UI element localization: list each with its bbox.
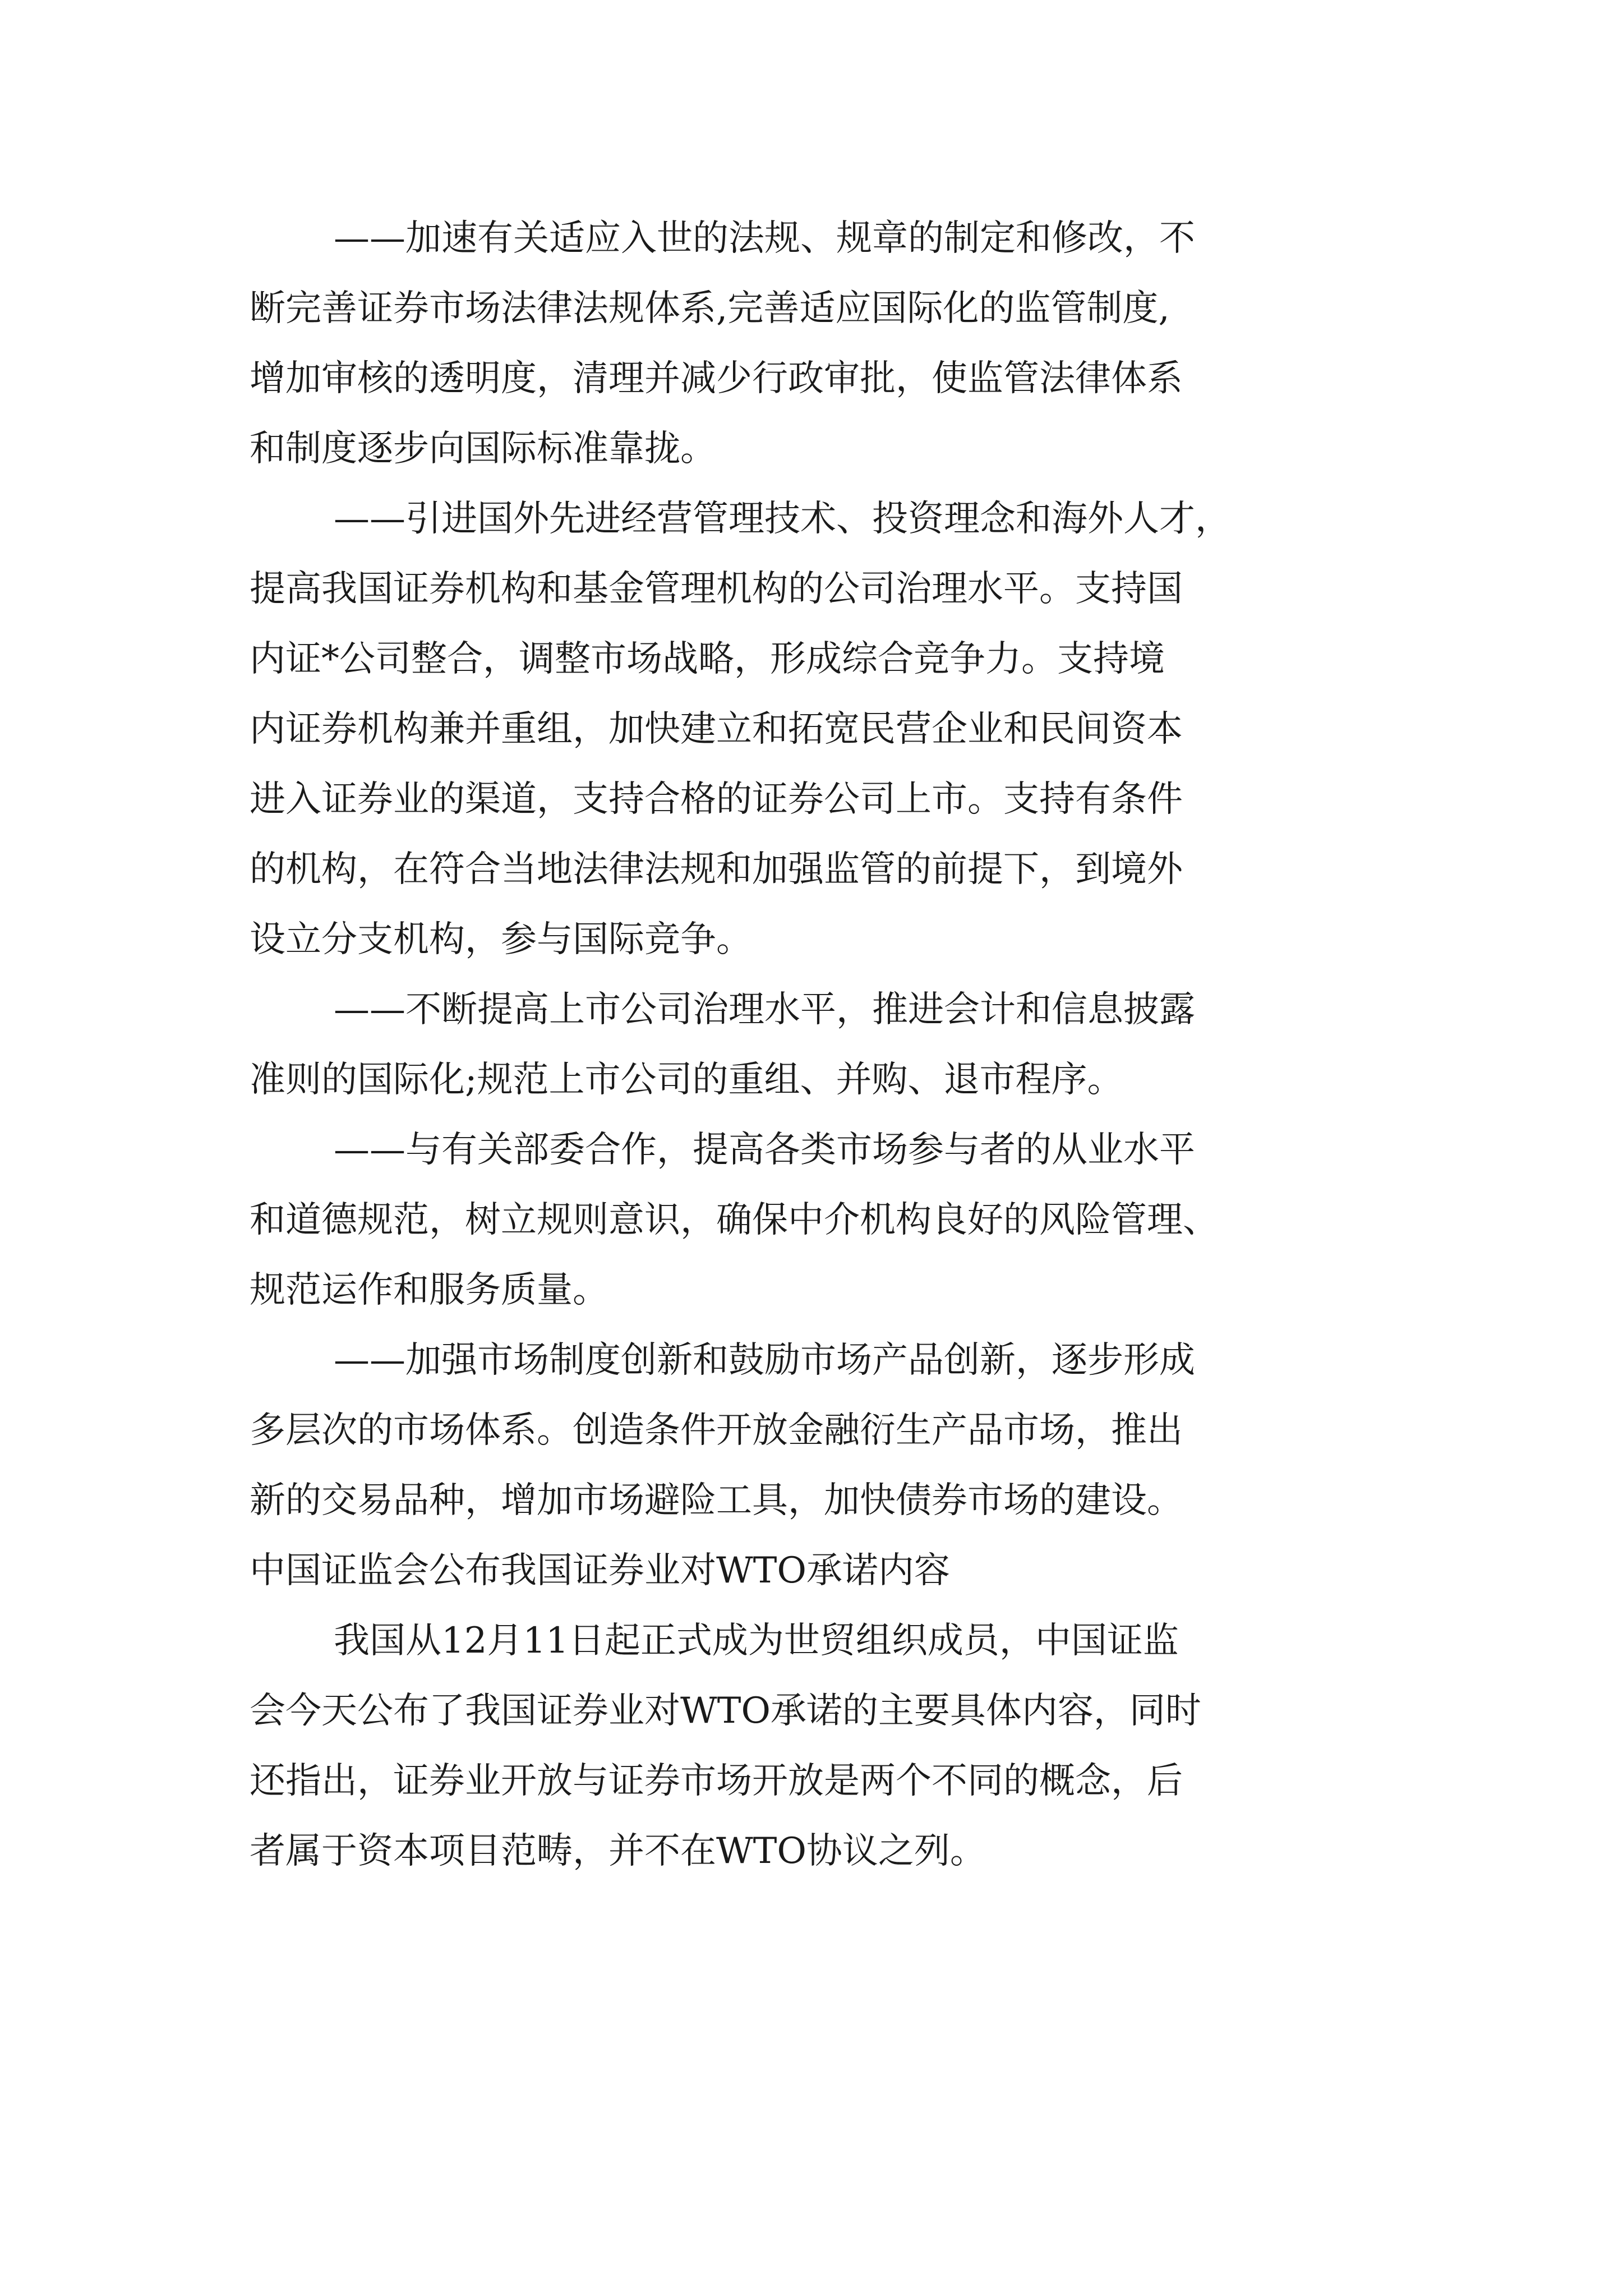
text-line: 我国从12月11日起正式成为世贸组织成员，中国证监: [334, 1620, 1179, 1662]
text-line: 还指出，证券业开放与证券市场开放是两个不同的概念，后: [250, 1760, 1183, 1802]
text-line: ——引进国外先进经营管理技术、投资理念和海外人才，: [334, 498, 1231, 540]
text-line: 准则的国际化;规范上市公司的重组、并购、退市程序。: [250, 1059, 1123, 1101]
text-line: 会今天公布了我国证券业对WTO承诺的主要具体内容，同时: [250, 1690, 1201, 1732]
text-line: 增加审核的透明度，清理并减少行政审批，使监管法律体系: [250, 358, 1183, 399]
text-line: 内证*公司整合，调整市场战略，形成综合竞争力。支持境: [250, 638, 1165, 680]
text-line: 和制度逐步向国际标准靠拢。: [250, 428, 716, 470]
text-line: ——加速有关适应入世的法规、规章的制定和修改，不: [334, 218, 1195, 259]
text-line: ——加强市场制度创新和鼓励市场产品创新，逐步形成: [334, 1340, 1195, 1381]
text-line: 新的交易品种，增加市场避险工具，加快债券市场的建设。: [250, 1480, 1183, 1521]
section-heading: 中国证监会公布我国证券业对WTO承诺内容: [250, 1550, 950, 1591]
text-line: 多层次的市场体系。创造条件开放金融衍生产品市场，推出: [250, 1410, 1183, 1451]
text-line: 进入证券业的渠道，支持合格的证券公司上市。支持有条件: [250, 779, 1183, 820]
text-line: 内证券机构兼并重组，加快建立和拓宽民营企业和民间资本: [250, 708, 1183, 750]
text-line: 设立分支机构，参与国际竞争。: [250, 919, 752, 960]
text-line: 提高我国证券机构和基金管理机构的公司治理水平。支持国: [250, 568, 1183, 610]
text-line: 规范运作和服务质量。: [250, 1269, 608, 1311]
text-line: ——不断提高上市公司治理水平，推进会计和信息披露: [334, 989, 1195, 1030]
text-line: ——与有关部委合作，提高各类市场参与者的从业水平: [334, 1129, 1195, 1171]
text-line: 断完善证券市场法律法规体系,完善适应国际化的监管制度,: [250, 288, 1170, 329]
text-line: 和道德规范，树立规则意识，确保中介机构良好的风险管理、: [250, 1199, 1219, 1241]
text-line: 的机构，在符合当地法律法规和加强监管的前提下，到境外: [250, 849, 1183, 890]
text-line: 者属于资本项目范畴，并不在WTO协议之列。: [250, 1830, 986, 1872]
